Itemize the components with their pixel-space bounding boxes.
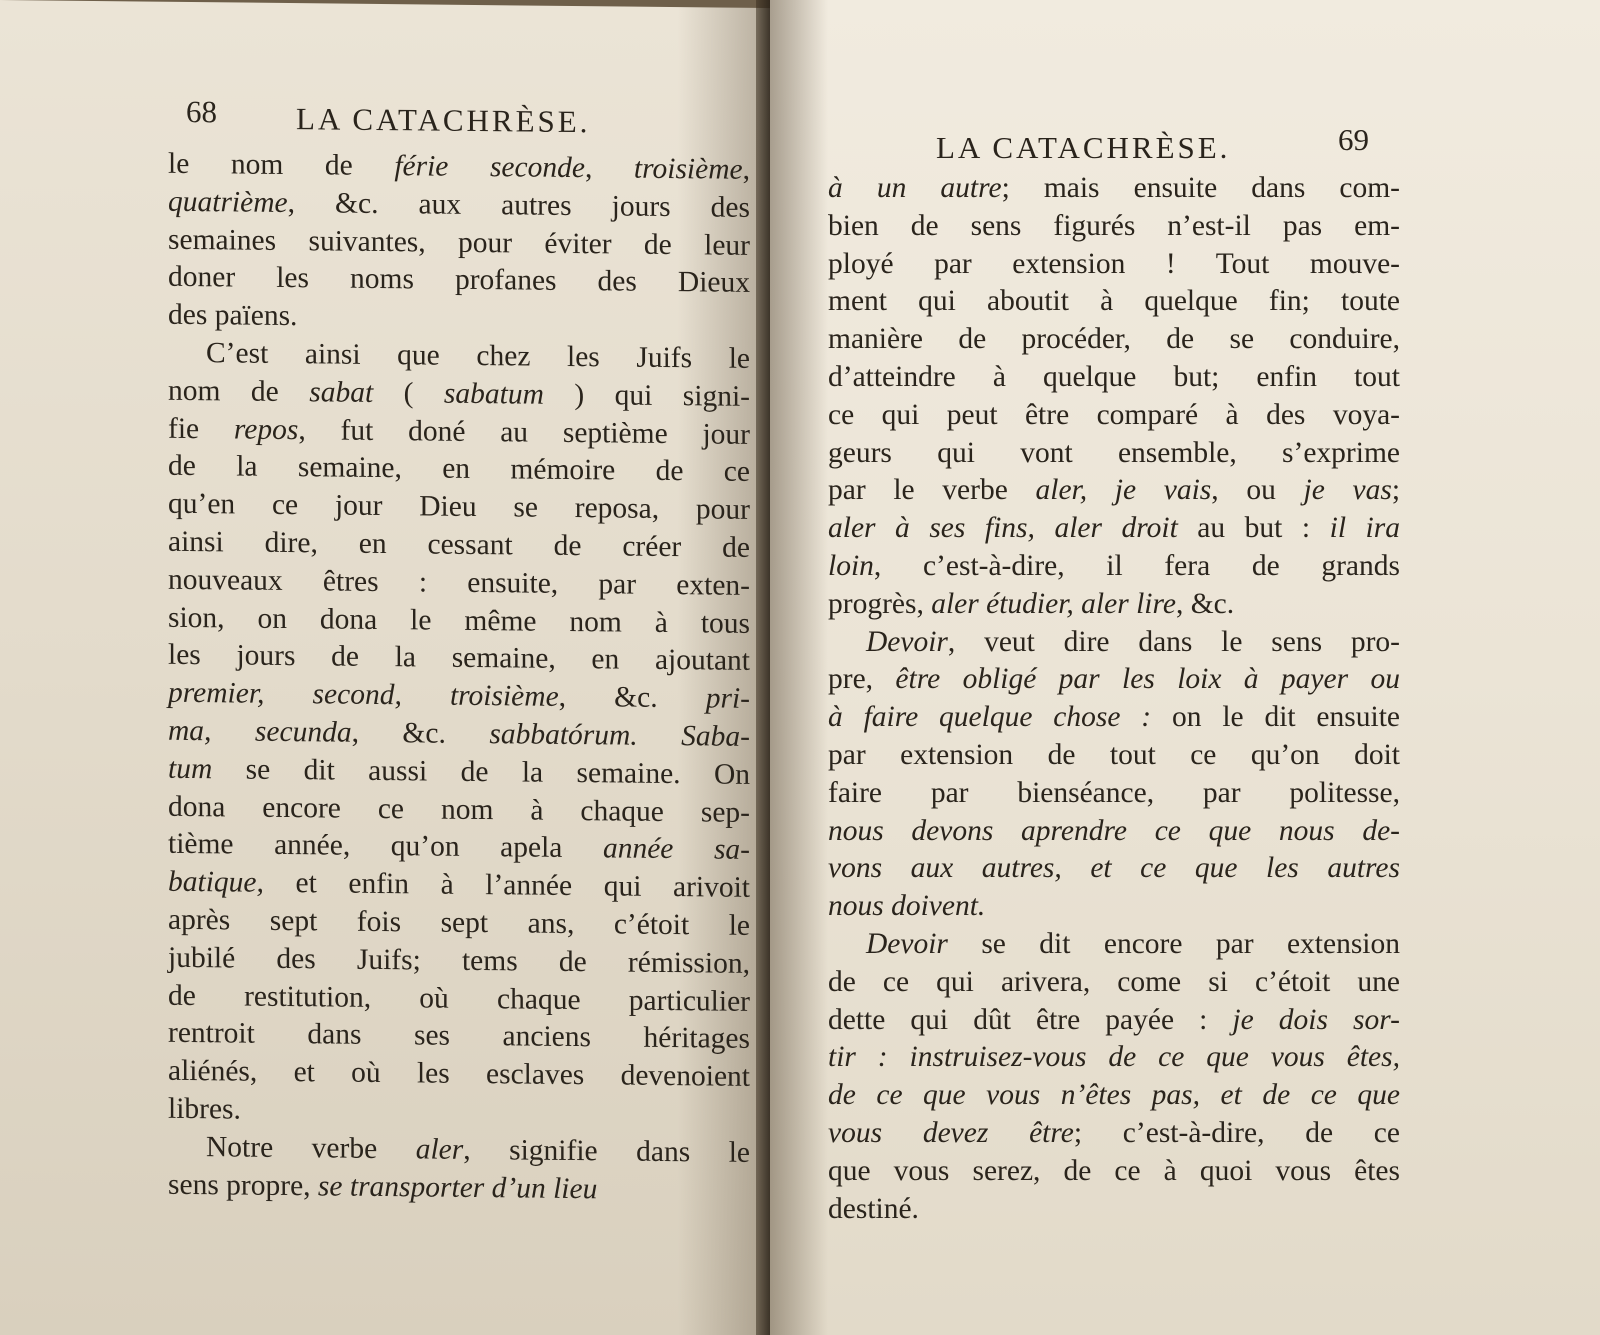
text-line (828, 435, 1400, 473)
text-line (168, 637, 750, 681)
text-line (168, 410, 750, 454)
text-line (828, 888, 1400, 926)
text-line (828, 397, 1400, 435)
roman-text: ment qui aboutit à quelque fin; toute (828, 285, 1400, 318)
roman-text: on le dit ensuite (1151, 701, 1400, 734)
text-line (168, 1091, 750, 1135)
roman-text: dona encore ce nom à chaque sep- (168, 790, 750, 829)
italic-text: sabbatórum. Saba- (489, 718, 750, 753)
italic-text: aler, je vais (1035, 474, 1212, 507)
text-line (828, 850, 1400, 888)
text-line (828, 964, 1400, 1002)
roman-text: semaines suivantes, pour éviter de leur (168, 223, 750, 262)
roman-text: de la semaine, en mémoire de ce (168, 450, 750, 489)
roman-text: d’atteindre à quelque but; enfin tout (828, 360, 1400, 393)
text-line (828, 737, 1400, 775)
italic-text: il ira (1329, 512, 1400, 545)
italic-text: repos (233, 413, 299, 446)
roman-text: par extension de tout ce qu’on doit (828, 738, 1400, 771)
roman-text: aliénés, et où les esclaves devenoient (168, 1054, 750, 1093)
italic-text: nous devons aprendre ce que nous de- (828, 814, 1400, 847)
roman-text: bien de sens figurés n’est-il pas em- (828, 209, 1400, 242)
text-line (168, 221, 750, 265)
text-line (168, 184, 750, 228)
roman-text: , fut doné au septième jour (298, 413, 750, 451)
italic-text: année sa- (602, 832, 750, 867)
italic-text: aler étudier, aler lire (931, 587, 1176, 620)
roman-text: qu’en ce jour Dieu se reposa, pour (168, 487, 750, 527)
italic-text: à faire quelque chose : (828, 701, 1152, 734)
italic-text: de ce que vous n’êtes pas, et de ce que (828, 1079, 1400, 1112)
italic-text: ma, secunda (168, 714, 352, 749)
text-line (828, 586, 1400, 624)
italic-text: Devoir (866, 927, 948, 960)
roman-text: , &c. (351, 716, 490, 751)
text-line (828, 359, 1400, 397)
italic-text: quatrième (168, 185, 288, 219)
roman-text: le nom de (168, 147, 395, 183)
text-line (168, 675, 750, 719)
roman-text: et enfin à l’année qui arivoit (263, 866, 750, 904)
roman-text: ainsi dire, en cessant de créer de (168, 525, 750, 564)
right-page (770, 0, 1600, 1335)
text-line (168, 448, 750, 492)
text-line (168, 864, 750, 908)
text-line (828, 1039, 1400, 1077)
text-line (828, 775, 1400, 813)
text-line (168, 1128, 750, 1172)
text-line (168, 524, 750, 568)
text-line (828, 1153, 1400, 1191)
roman-text: , ou (1211, 474, 1304, 507)
italic-text: se transporter d’un lieu (317, 1169, 598, 1205)
roman-text: sens propre, (168, 1168, 318, 1202)
roman-text: rentroit dans ses anciens héritages (168, 1017, 750, 1056)
text-line (828, 1077, 1400, 1115)
roman-text: se dit encore par extension (947, 927, 1400, 960)
text-line (828, 699, 1400, 737)
roman-text: ; (1391, 474, 1401, 507)
text-line (828, 170, 1400, 208)
text-line (168, 486, 750, 530)
left-body-text (168, 146, 750, 1210)
italic-text: être obligé par les loix à payer ou (895, 663, 1400, 696)
text-line (828, 548, 1400, 586)
roman-text: nom de (168, 374, 310, 409)
roman-text: les jours de la semaine, en ajoutant (168, 639, 750, 678)
roman-text: par le verbe (828, 474, 1036, 507)
text-line (168, 1166, 750, 1210)
text-line (168, 902, 750, 946)
roman-text: au but : (1177, 512, 1330, 545)
text-line (828, 1002, 1400, 1040)
italic-text: pri- (705, 682, 750, 716)
text-line (828, 510, 1400, 548)
roman-text: jubilé des Juifs; tems de rémission, (168, 941, 750, 980)
roman-text: fie (168, 412, 234, 446)
left-page (0, 0, 770, 1335)
italic-text: aler (415, 1133, 464, 1166)
italic-text: sabat (309, 376, 374, 409)
roman-text: dette qui dût être payée : (828, 1003, 1233, 1036)
text-line (828, 1115, 1400, 1153)
roman-text: ; mais ensuite dans com- (1001, 172, 1400, 204)
left-running-head: LA CATACHRÈSE. (296, 101, 591, 140)
roman-text: pre, (828, 663, 896, 696)
roman-text: geurs qui vont ensemble, s’exprime (828, 436, 1400, 469)
text-line (828, 624, 1400, 662)
italic-text: premier, second, troisième (168, 676, 559, 714)
italic-text: sabatum (443, 377, 544, 411)
text-line (828, 1191, 1400, 1229)
roman-text: , signifie dans le (463, 1133, 750, 1169)
roman-text: manière de procéder, de se conduire, (828, 323, 1400, 356)
roman-text: , &c. (558, 681, 706, 715)
text-line (168, 1053, 750, 1097)
italic-text: férie seconde (394, 150, 585, 185)
text-line (168, 1015, 750, 1059)
text-line (168, 297, 750, 341)
text-line (168, 939, 750, 983)
text-line (828, 208, 1400, 246)
roman-text: sion, on dona le même nom à tous (168, 601, 750, 640)
italic-text: je vas (1303, 474, 1392, 507)
roman-text: de ce qui arivera, come si c’étoit une (828, 965, 1400, 998)
roman-text: des païens. (168, 298, 298, 333)
roman-text: tième année, qu’on apela (168, 828, 603, 865)
text-line (168, 562, 750, 606)
roman-text: que vous serez, de ce à quoi vous êtes (828, 1154, 1400, 1187)
italic-text: troisième (633, 152, 743, 186)
roman-text: C’est ainsi que chez les Juifs le (206, 337, 750, 375)
italic-text: Devoir (866, 625, 948, 658)
roman-text: , (584, 152, 634, 185)
text-line (168, 788, 750, 832)
italic-text: loin (828, 549, 874, 582)
roman-text: ) qui signi- (543, 378, 750, 413)
text-line (168, 599, 750, 643)
italic-text: aler à ses fins, aler droit (828, 512, 1178, 545)
roman-text: ce qui peut être comparé à des voya- (828, 398, 1400, 431)
roman-text: progrès, (828, 587, 932, 620)
roman-text: se dit aussi de la semaine. On (212, 752, 750, 791)
text-line (828, 321, 1400, 359)
right-body-text (828, 170, 1400, 1228)
roman-text: , &c. (1175, 587, 1235, 620)
roman-text: , &c. aux autres jours des (287, 186, 750, 224)
roman-text: libres. (168, 1092, 241, 1126)
roman-text: Notre verbe (206, 1130, 416, 1166)
text-line (168, 335, 750, 379)
italic-text: vons aux autres, et ce que les autres (828, 852, 1400, 885)
roman-text: de restitution, où chaque particulier (168, 979, 750, 1018)
text-line (828, 283, 1400, 321)
roman-text: , (742, 153, 750, 186)
left-folio: 68 (186, 93, 217, 130)
italic-text: batique, (168, 865, 264, 899)
roman-text: ( (373, 376, 444, 410)
text-line (168, 373, 750, 417)
text-line (828, 926, 1400, 964)
right-running-head: LA CATACHRÈSE. (936, 130, 1231, 165)
text-line (828, 813, 1400, 851)
roman-text: doner les noms profanes des Dieux (168, 261, 750, 300)
roman-text: ployé par extension ! Tout mouve- (828, 247, 1400, 280)
roman-text: faire par bienséance, par politesse, (828, 776, 1400, 809)
italic-text: à un autre (828, 172, 1002, 204)
text-line (168, 146, 750, 190)
roman-text: après sept fois sept ans, c’étoit le (168, 903, 750, 942)
text-line (828, 661, 1400, 699)
italic-text: vous devez être (828, 1116, 1074, 1149)
roman-text: ; c’est-à-dire, de ce (1073, 1116, 1400, 1149)
text-line (168, 977, 750, 1021)
italic-text: tir : instruisez-vous de ce que vous êtes, (828, 1041, 1400, 1074)
text-line (168, 826, 750, 870)
text-line (168, 259, 750, 303)
right-folio: 69 (1338, 122, 1369, 157)
roman-text: destiné. (828, 1192, 919, 1225)
roman-text: , c’est-à-dire, il fera de grands (873, 549, 1400, 582)
text-line (168, 713, 750, 757)
roman-text: nouveaux êtres : ensuite, par exten- (168, 563, 750, 602)
italic-text: je dois sor- (1232, 1003, 1400, 1036)
roman-text: , veut dire dans le sens pro- (947, 625, 1400, 658)
italic-text: nous doivent. (828, 890, 986, 923)
text-line (828, 246, 1400, 284)
text-line (828, 472, 1400, 510)
text-line (168, 751, 750, 795)
italic-text: tum (168, 752, 213, 785)
